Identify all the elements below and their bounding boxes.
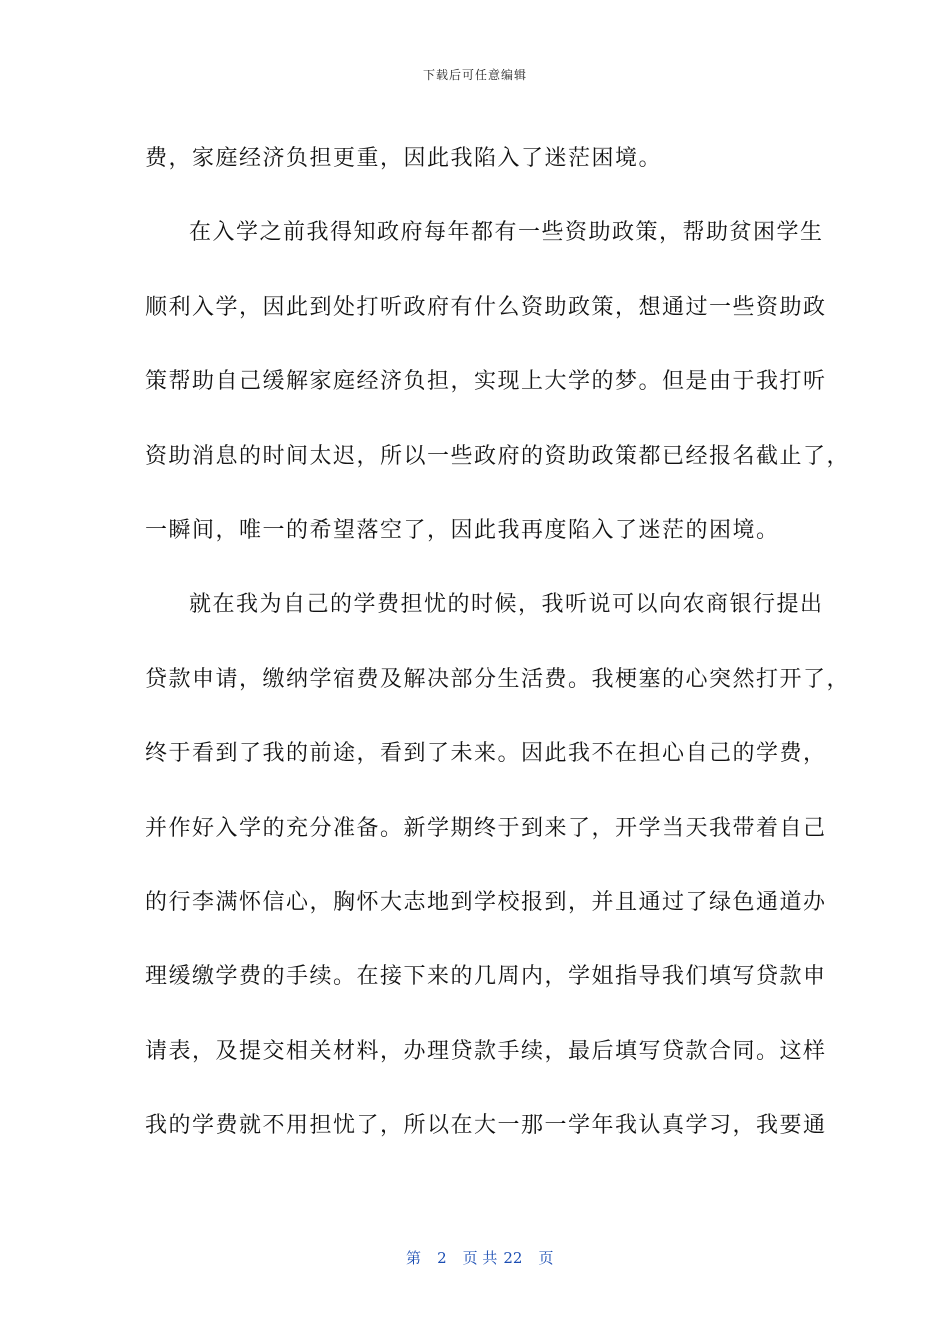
body-line: 资助消息的时间太迟，所以一些政府的资助政策都已经报名截止了， — [145, 443, 851, 469]
body-line: 策帮助自己缓解家庭经济负担，实现上大学的梦。但是由于我打听 — [145, 369, 827, 395]
header-note: 下载后可任意编辑 — [422, 68, 527, 82]
body-line: 并作好入学的充分准备。新学期终于到来了，开学当天我带着自己 — [145, 815, 827, 841]
footer-total-pages: 22 — [503, 1249, 523, 1267]
body-line: 就在我为自己的学费担忧的时候，我听说可以向农商银行提出 — [189, 592, 824, 618]
body-line: 终于看到了我的前途，看到了未来。因此我不在担心自己的学费， — [145, 741, 827, 767]
body-line: 理缓缴学费的手续。在接下来的几周内，学姐指导我们填写贷款申 — [145, 964, 827, 990]
footer-page-prefix: 第 — [406, 1249, 422, 1267]
body-line: 的行李满怀信心，胸怀大志地到学校报到，并且通过了绿色通道办 — [145, 889, 827, 915]
footer-page-suffix: 页 — [538, 1249, 554, 1267]
body-line: 一瞬间，唯一的希望落空了，因此我再度陷入了迷茫的困境。 — [145, 517, 780, 543]
body-line: 我的学费就不用担忧了，所以在大一那一学年我认真学习，我要通 — [145, 1113, 827, 1139]
body-line: 请表，及提交相关材料，办理贷款手续，最后填写贷款合同。这样 — [145, 1038, 827, 1064]
page-footer — [0, 1229, 950, 1268]
footer-page-of-total: 页 共 — [462, 1249, 498, 1267]
document-body — [145, 122, 851, 1163]
body-line: 费，家庭经济负担更重，因此我陷入了迷茫困境。 — [145, 146, 663, 171]
body-line: 贷款申请，缴纳学宿费及解决部分生活费。我梗塞的心突然打开了， — [145, 666, 851, 692]
body-line: 顺利入学，因此到处打听政府有什么资助政策，想通过一些资助政 — [145, 294, 827, 320]
footer-page-number: 2 — [437, 1249, 447, 1267]
body-line: 在入学之前我得知政府每年都有一些资助政策，帮助贫困学生 — [189, 220, 824, 246]
